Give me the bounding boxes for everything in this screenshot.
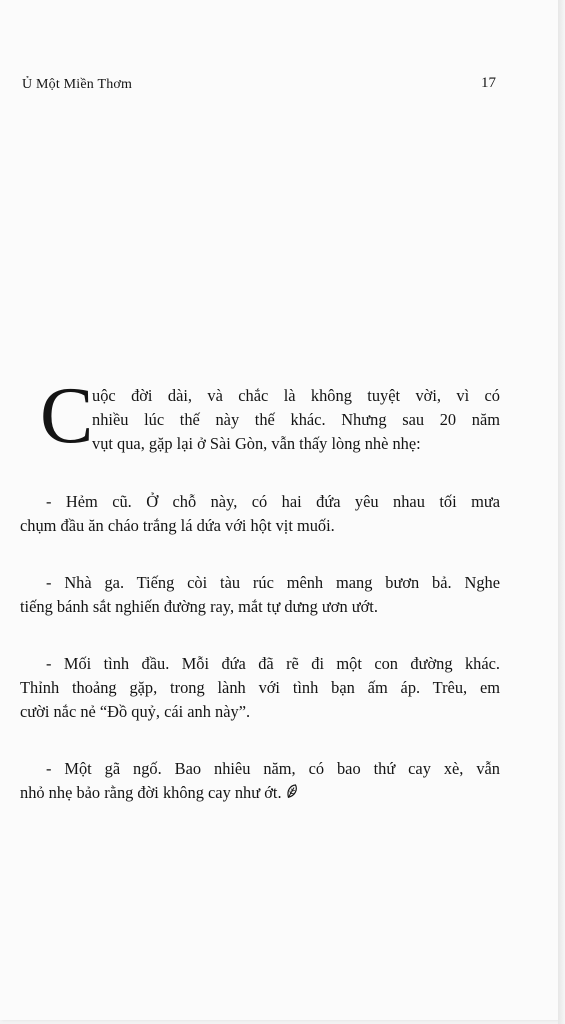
- leaf-ornament-icon: [283, 782, 303, 809]
- paragraph-line: - Nhà ga. Tiếng còi tàu rúc mênh mang bươn bả. Nghe: [46, 573, 500, 592]
- chapter-body: [20, 372, 500, 807]
- running-head: [22, 77, 496, 99]
- paragraph-fool: [20, 757, 500, 807]
- paragraph-line: - Một gã ngố. Bao nhiêu năm, có bao thứ cay xè, vẫn: [46, 759, 500, 778]
- paragraph-line: cười nắc nẻ “Đồ quỷ, cái anh này”.: [20, 702, 251, 721]
- paragraph-line: chụm đầu ăn cháo trắng lá dứa với hột vịt muối.: [20, 516, 335, 535]
- page-number: 17: [481, 75, 496, 91]
- opening-line-2: nhiều lúc thế này thế khác. Nhưng sau 20 năm: [92, 410, 500, 429]
- paragraph-station: [20, 571, 500, 619]
- paragraph-first-love: [20, 652, 500, 724]
- opening-line-1: uộc đời dài, và chắc là không tuyệt vời, vì có: [92, 386, 500, 405]
- paragraph-alley: [20, 490, 500, 538]
- paragraph-line: - Mối tình đầu. Mỗi đứa đã rẽ đi một con đường khác.: [46, 654, 500, 673]
- page-edge: [558, 0, 565, 1024]
- paragraph-line-final: [20, 781, 500, 807]
- opening-line-3: vụt qua, gặp lại ở Sài Gòn, vẫn thấy lòng nhè nhẹ:: [92, 434, 421, 453]
- paragraph-line: tiếng bánh sắt nghiến đường ray, mắt tự dưng ươn ướt.: [20, 597, 378, 616]
- drop-cap: C: [40, 372, 94, 460]
- paragraph-line: - Hẻm cũ. Ở chỗ này, có hai đứa yêu nhau tối mưa: [46, 492, 500, 511]
- opening-paragraph: [20, 372, 500, 460]
- paragraph-line: Thỉnh thoảng gặp, trong lành với tình bạn ấm áp. Trêu, em: [20, 678, 500, 697]
- final-line-text: nhỏ nhẹ bảo rằng đời không cay như ớt.: [20, 783, 282, 802]
- running-title: Ủ Một Miền Thơm: [22, 77, 133, 92]
